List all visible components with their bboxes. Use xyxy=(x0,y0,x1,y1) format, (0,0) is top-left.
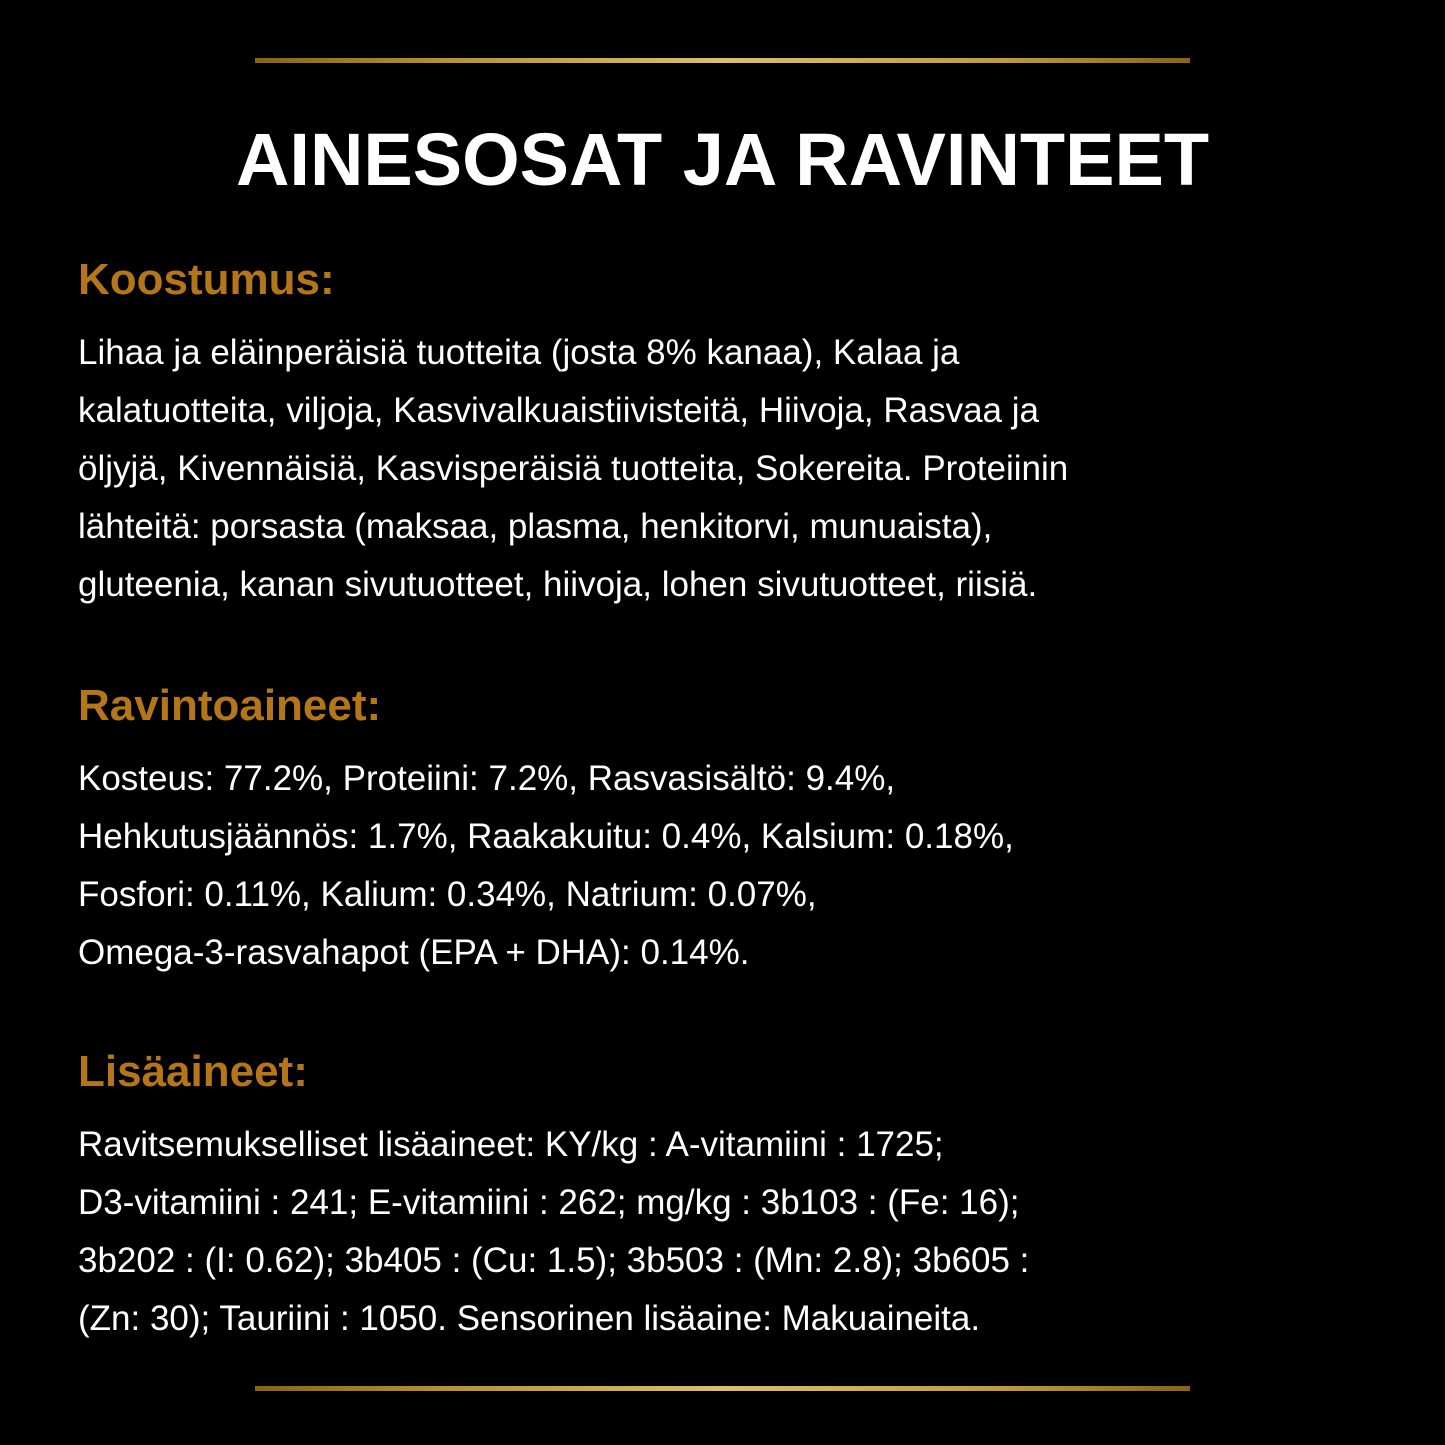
text-line: gluteenia, kanan sivutuotteet, hiivoja, lohen sivutuotteet, riisiä. xyxy=(78,565,1038,604)
bottom-gold-divider xyxy=(255,1386,1190,1391)
section-heading-lisaaineet: Lisäaineet: xyxy=(78,1047,308,1096)
koostumus-text xyxy=(78,324,1378,614)
ravintoaineet-text xyxy=(78,750,1378,982)
section-koostumus xyxy=(78,254,1378,614)
text-line: lähteitä: porsasta (maksaa, plasma, henkitorvi, munuaista), xyxy=(78,507,993,546)
section-heading-koostumus: Koostumus: xyxy=(78,255,335,304)
page-title: AINESOSAT JA RAVINTEET xyxy=(235,118,1210,201)
top-gold-divider xyxy=(255,58,1190,63)
lisaaineet-text xyxy=(78,1116,1378,1348)
section-ravintoaineet xyxy=(78,680,1378,982)
text-line: (Zn: 30); Tauriini : 1050. Sensorinen lisäaine: Makuaineita. xyxy=(78,1299,981,1338)
text-line: Hehkutusjäännös: 1.7%, Raakakuitu: 0.4%, Kalsium: 0.18%, xyxy=(78,817,1014,856)
text-line: Omega-3-rasvahapot (EPA + DHA): 0.14%. xyxy=(78,933,750,972)
text-line: kalatuotteita, viljoja, Kasvivalkuaistiivisteitä, Hiivoja, Rasvaa ja xyxy=(78,391,1039,430)
text-line: Lihaa ja eläinperäisiä tuotteita (josta 8% kanaa), Kalaa ja xyxy=(78,333,960,372)
text-line: öljyjä, Kivennäisiä, Kasvisperäisiä tuotteita, Sokereita. Proteiinin xyxy=(78,449,1069,488)
text-line: Fosfori: 0.11%, Kalium: 0.34%, Natrium: 0.07%, xyxy=(78,875,817,914)
text-line: 3b202 : (I: 0.62); 3b405 : (Cu: 1.5); 3b503 : (Mn: 2.8); 3b605 : xyxy=(78,1241,1030,1280)
text-line: D3-vitamiini : 241; E-vitamiini : 262; mg/kg : 3b103 : (Fe: 16); xyxy=(78,1183,1020,1222)
text-line: Ravitsemukselliset lisäaineet: KY/kg : A-vitamiini : 1725; xyxy=(78,1125,944,1164)
section-heading-ravintoaineet: Ravintoaineet: xyxy=(78,681,382,730)
text-line: Kosteus: 77.2%, Proteiini: 7.2%, Rasvasisältö: 9.4%, xyxy=(78,759,896,798)
section-lisaaineet xyxy=(78,1046,1378,1348)
